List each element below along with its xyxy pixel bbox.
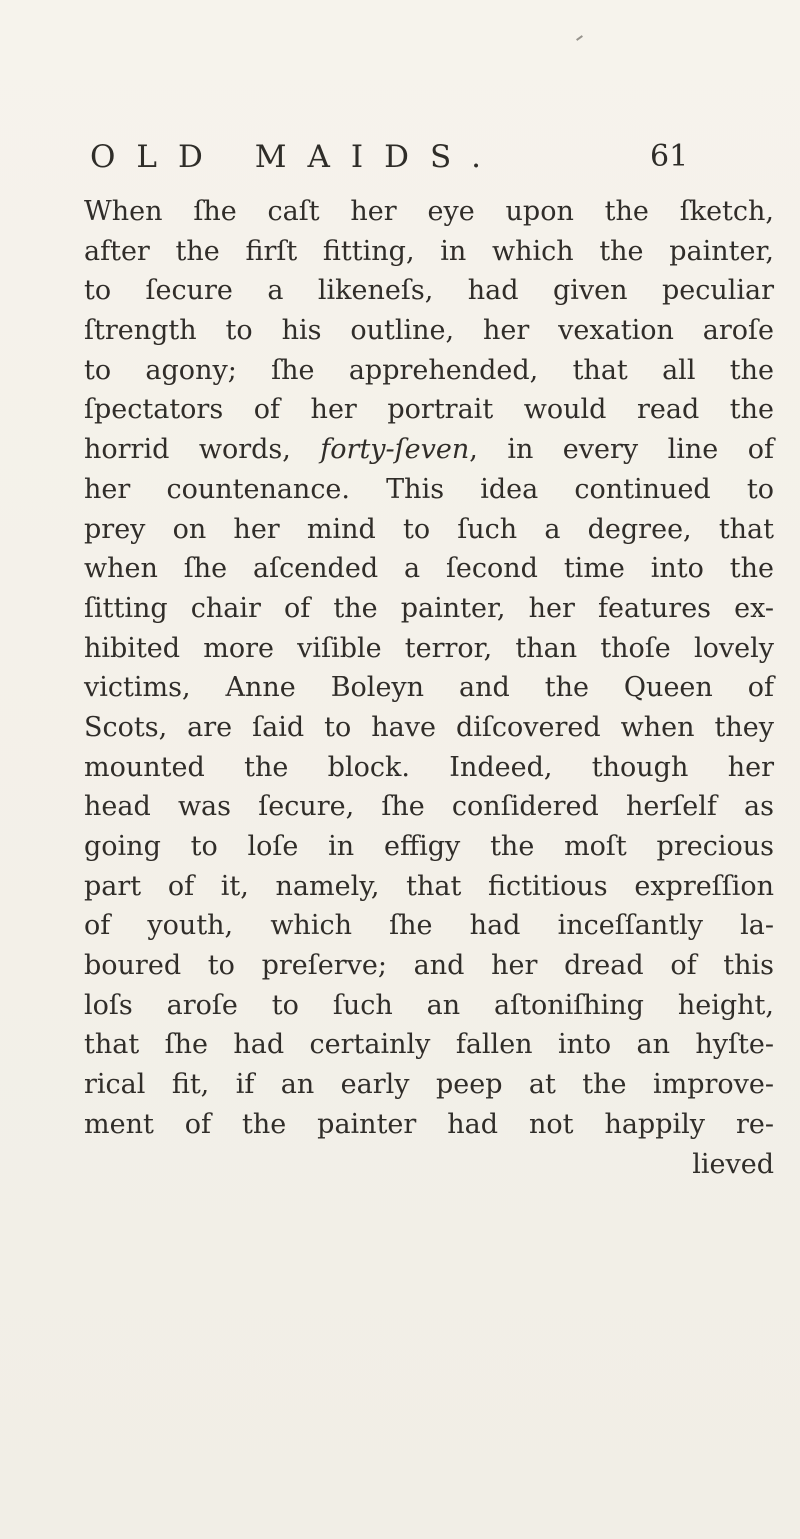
text-line — [84, 311, 774, 351]
text-line — [84, 708, 774, 748]
text-fragment: going to loſe in effigy the moſt precious — [84, 831, 774, 862]
text-line — [84, 668, 774, 708]
text-line — [84, 629, 774, 669]
text-line — [84, 510, 774, 550]
text-fragment: horrid words, — [84, 434, 321, 466]
text-line — [84, 1105, 774, 1145]
text-line — [84, 1065, 774, 1105]
text-line — [84, 589, 774, 629]
text-line — [84, 827, 774, 867]
text-line — [84, 1145, 774, 1185]
text-fragment: ſpectators of her portrait would read the — [84, 394, 774, 426]
text-line — [84, 867, 774, 907]
italic-phrase: forty-ſeven — [320, 434, 470, 466]
text-line — [84, 1025, 774, 1065]
text-fragment: to ſecure a likeneſs, had given peculiar — [84, 275, 774, 307]
text-fragment: , in every line of — [469, 434, 774, 466]
text-fragment: to agony; ſhe apprehended, that all the — [84, 354, 774, 386]
text-fragment: boured to preſerve; and her dread of this — [84, 950, 774, 982]
text-line — [84, 946, 774, 986]
text-fragment: loſs aroſe to ſuch an aſtoniſhing height, — [84, 989, 774, 1021]
ink-speck — [576, 35, 583, 41]
text-line — [84, 430, 774, 470]
text-line — [84, 787, 774, 827]
body-text — [84, 192, 774, 1184]
text-fragment: ment of the painter had not happily re- — [84, 1108, 774, 1140]
page-number: 61 — [650, 139, 689, 174]
text-fragment: hibited more viſible terror, than thoſe lovely — [84, 632, 774, 664]
text-line — [84, 470, 774, 510]
text-fragment: When ſhe caſt her eye upon the ſketch, — [84, 196, 774, 227]
text-fragment: ſtrength to his outline, her vexation aroſe — [84, 315, 774, 347]
text-fragment: after the firſt fitting, in which the painter, — [84, 235, 774, 267]
text-fragment: prey on her mind to ſuch a degree, that — [84, 513, 774, 545]
text-fragment: mounted the block. Indeed, though her — [84, 751, 774, 783]
text-line — [84, 390, 774, 430]
text-fragment: victims, Anne Boleyn and the Queen of — [84, 672, 774, 704]
text-line — [84, 748, 774, 788]
text-line — [84, 192, 774, 232]
text-line — [84, 906, 774, 946]
text-fragment: ſitting chair of the painter, her features ex- — [84, 592, 774, 624]
text-fragment: rical fit, if an early peep at the improve- — [84, 1069, 774, 1101]
text-line — [84, 986, 774, 1026]
text-fragment: Scots, are ſaid to have diſcovered when they — [84, 711, 774, 743]
text-line — [84, 549, 774, 589]
running-title: OLD MAIDS. — [90, 139, 502, 175]
text-line — [84, 232, 774, 272]
text-line — [84, 271, 774, 311]
text-fragment: of youth, which ſhe had inceſſantly la- — [84, 910, 774, 942]
text-fragment: lieved — [692, 1148, 774, 1180]
text-fragment: head was ſecure, ſhe conſidered herſelf as — [84, 791, 774, 823]
text-fragment: her countenance. This idea continued to — [84, 473, 774, 505]
text-fragment: that ſhe had certainly fallen into an hyſte- — [84, 1029, 774, 1061]
text-fragment: part of it, namely, that fictitious expreſſion — [84, 870, 774, 902]
text-line — [84, 351, 774, 391]
running-head — [0, 132, 800, 182]
text-fragment: when ſhe aſcended a ſecond time into the — [84, 553, 774, 585]
